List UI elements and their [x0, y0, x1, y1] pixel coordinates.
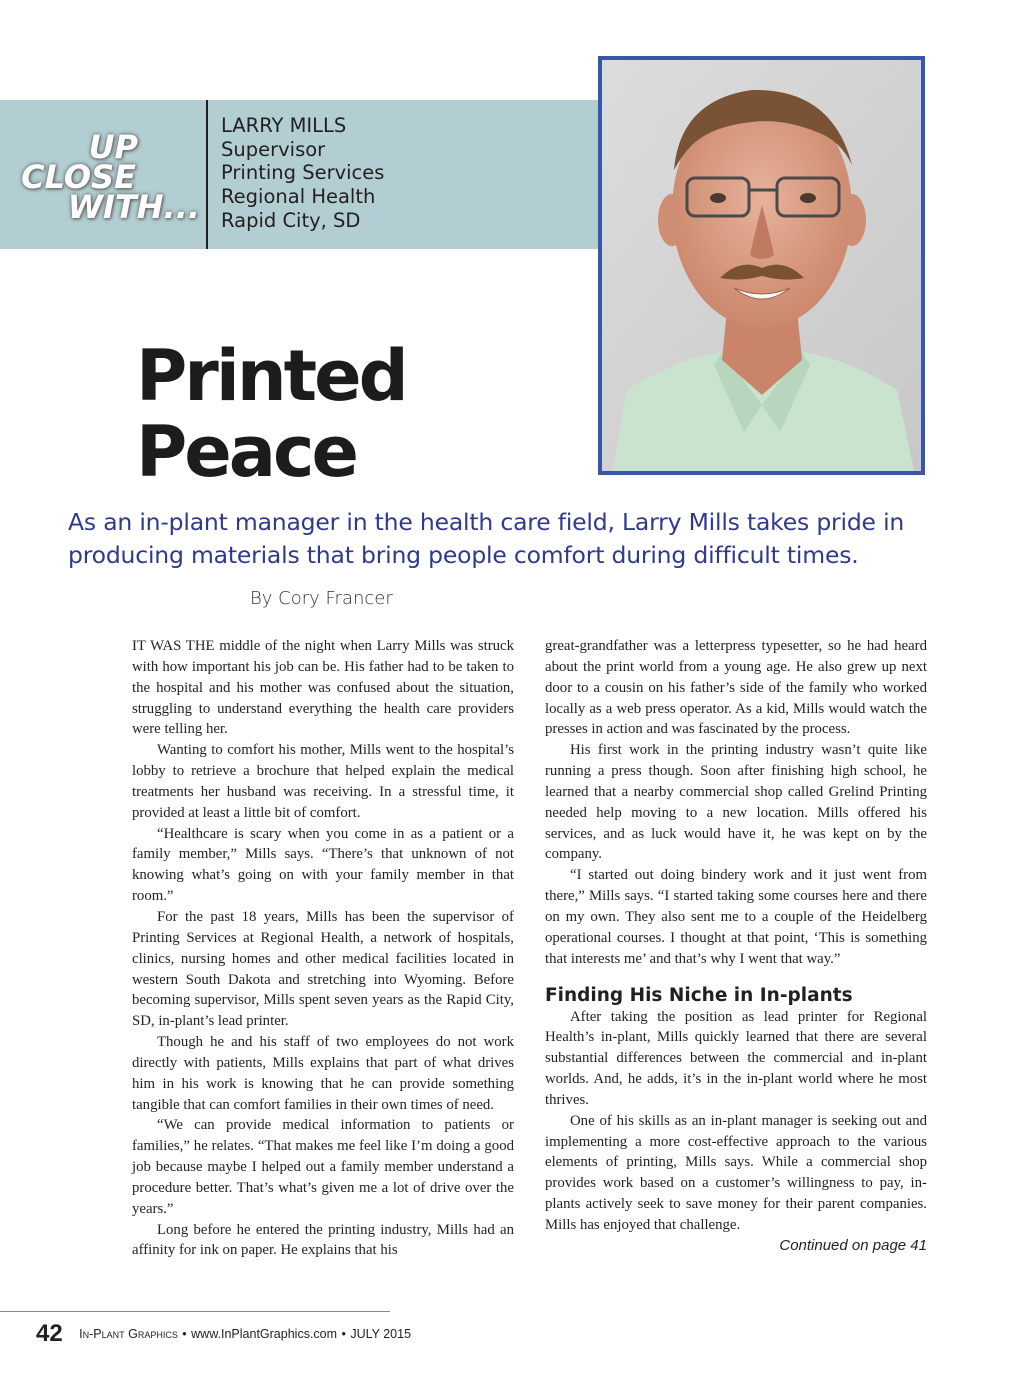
footer-rule: [0, 1311, 390, 1312]
paragraph: “We can provide medical information to patients or families,” he relates. “That makes me feel like I’m doing a good job because maybe I helped out a family member understand a procedure better. That’s what’s given me a lot of drive over the years.”: [132, 1117, 514, 1217]
byline: By Cory Francer: [250, 588, 393, 609]
kicker-line: UP: [88, 128, 138, 166]
continued-link[interactable]: Continued on page 41: [779, 1236, 927, 1254]
page-number: 42: [36, 1320, 63, 1347]
profile-name: LARRY MILLS: [221, 114, 347, 137]
publication-name: In-Plant Graphics: [79, 1327, 178, 1341]
paragraph: “I started out doing bindery work and it just went from there,” Mills says. “I started taking some courses here and there on my own. They also sent me to a couple of the Heidelberg operational courses. I thought at that point, ‘This is something that interests me’ and that’s why I went that way.”: [545, 867, 927, 967]
portrait-illustration: [602, 60, 921, 471]
profile-organization: Regional Health: [221, 185, 376, 209]
paragraph: Though he and his staff of two employees do not work directly with patients, Mills explains that part of what drives him in his work is knowing that he can provide something tangible that can comfort families in their own times of need.: [132, 1034, 514, 1113]
paragraph: For the past 18 years, Mills has been the supervisor of Printing Services at Regional Health, a network of hospitals, clinics, nursing homes and other medical facilities located in western South Dakota and stretching into Wyoming. Before becoming supervisor, Mills spent seven years as the Rapid City, SD, in-plant’s lead printer.: [132, 908, 514, 1030]
paragraph: After taking the position as lead printer for Regional Health’s in-plant, Mills quickly learned that there are several substantial differences between the commercial and in-plant worlds. And, he adds, it’s in the in-plant world where he most thrives.: [545, 1008, 927, 1108]
separator: •: [341, 1327, 346, 1341]
body-column-1: [132, 636, 514, 1261]
profile-department: Printing Services: [221, 161, 385, 185]
website-link[interactable]: www.InPlantGraphics.com: [191, 1327, 338, 1341]
page-footer: [36, 1320, 411, 1348]
issue-date: JULY 2015: [350, 1327, 412, 1341]
headline-line: Printed: [136, 335, 406, 417]
paragraph: Long before he entered the printing industry, Mills had an affinity for ink on paper. He explains that his: [132, 1221, 514, 1259]
portrait-photo: [598, 56, 925, 475]
kicker-line: WITH...: [67, 188, 200, 226]
profile-info: [221, 114, 421, 233]
section-subhead: Finding His Niche in In-plants: [545, 984, 853, 1006]
body-column-2: [545, 636, 927, 1257]
profile-title: Supervisor: [221, 137, 326, 161]
banner-divider: [206, 100, 208, 249]
up-close-with-kicker: [18, 128, 200, 226]
article-deck: As an in-plant manager in the health care field, Larry Mills takes pride in producing materials that bring people comfort during difficult times.: [68, 508, 905, 569]
paragraph: “Healthcare is scary when you come in as a patient or a family member,” Mills says. “There’s that unknown of not knowing what’s going on with your family member in that room.”: [132, 825, 514, 905]
paragraph: IT WAS THE middle of the night when Larry Mills was struck with how important his job can be. His father had to be taken to the hospital and his mother was confused about the situation, struggling to understand everything the health care providers were telling her.: [132, 638, 514, 738]
headline-line: Peace: [136, 411, 356, 493]
article-headline: [136, 335, 406, 493]
separator: •: [182, 1327, 187, 1341]
paragraph: His first work in the printing industry wasn’t quite like running a press though. Soon after finishing high school, he learned that a nearby commercial shop called Grelind Printing needed help moving to a new location. Mills offered his services, and as luck would have it, he was kept on by the company.: [545, 742, 927, 863]
kicker-line: CLOSE: [21, 158, 136, 196]
paragraph: great-grandfather was a letterpress typesetter, so he had heard about the print world from a young age. He also grew up next door to a cousin on his father’s side of the family who worked locally as a web press operator. As a kid, Mills would watch the presses in action and was fascinated by the process.: [545, 638, 927, 738]
paragraph: One of his skills as an in-plant manager is seeking out and implementing a more cost-effective approach to the various elements of printing, Mills says. While a commercial shop provides work based on a customer’s willingness to pay, in-plants actively seek to save money for their parent companies. Mills has enjoyed that challenge.: [545, 1112, 927, 1233]
profile-location: Rapid City, SD: [221, 208, 361, 232]
paragraph: Wanting to comfort his mother, Mills went to the hospital’s lobby to retrieve a brochure that helped explain the medical treatments her husband was receiving. In a stressful time, it provided at least a little bit of comfort.: [132, 742, 514, 821]
